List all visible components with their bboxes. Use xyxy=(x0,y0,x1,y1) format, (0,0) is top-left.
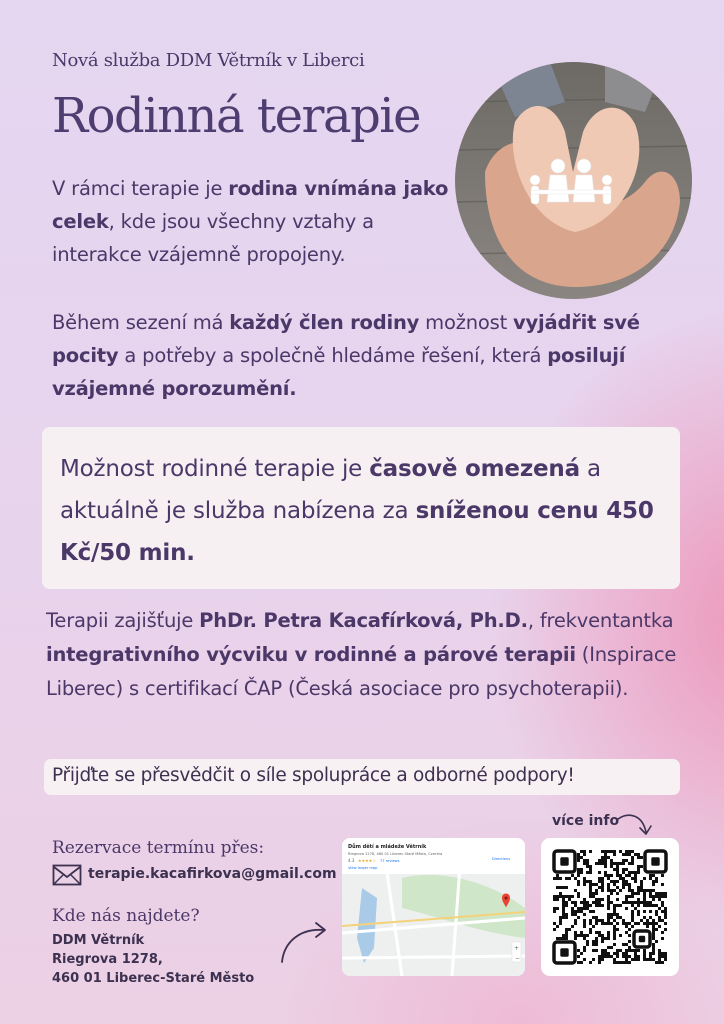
address-line: Riegrova 1278, xyxy=(52,952,163,967)
envelope-icon xyxy=(52,864,82,886)
map-place-name: Dům dětí a mládeže Větrník xyxy=(348,844,427,850)
session-paragraph: Během sezení má každý člen rodiny možnost vyjádřit své pocity a potřeby a společně hledáme řešení, která posilují vzájemné porozumění. xyxy=(52,311,640,400)
svg-text:−: − xyxy=(515,955,521,962)
qr-finder-pattern xyxy=(554,851,575,872)
qr-finder-pattern xyxy=(645,851,666,872)
star-rating-icon: ★★★★☆ xyxy=(358,858,376,863)
cta-text: Přijďte se přesvědčit o síle spolupráce a odborné podpory! xyxy=(52,765,575,786)
location-map[interactable] xyxy=(342,838,525,976)
curved-arrow-icon xyxy=(278,918,330,964)
qr-finder-pattern xyxy=(634,931,650,947)
intro-paragraph: V rámci terapie je rodina vnímána jako celek, kde jsou všechny vztahy a interakce vzájemně propojeny. xyxy=(52,177,449,266)
map-place-address: Riegrova 1278, 460 01 Liberec-Staré Město, Czechia xyxy=(348,852,443,856)
address-line: 460 01 Liberec-Staré Město xyxy=(52,971,255,986)
address xyxy=(52,931,254,988)
address-line: DDM Větrník xyxy=(52,933,145,948)
qr-code[interactable] xyxy=(541,838,679,976)
map-rating: 4.3 xyxy=(348,858,355,863)
email-link[interactable]: terapie.kacafirkova@gmail.com xyxy=(88,866,337,882)
curved-arrow-icon xyxy=(616,812,654,838)
subtitle: Nová služba DDM Větrník v Liberci xyxy=(52,50,365,71)
therapist-paragraph: Terapii zajišťuje PhDr. Petra Kacafírková, Ph.D., frekventantka integrativního výcviku v rodinné a párové terapii (Inspirace Liberec) s certifikací ČAP (Česká asociace pro psychoterapii). xyxy=(46,609,677,700)
more-info-label: více info xyxy=(552,813,620,829)
qr-finder-pattern xyxy=(554,942,575,963)
map-directions[interactable]: Directions xyxy=(492,857,511,861)
page-title: Rodinná terapie xyxy=(52,88,421,144)
family-hands-photo xyxy=(455,62,692,299)
map-reviews[interactable]: 77 reviews xyxy=(380,859,400,863)
svg-text:+: + xyxy=(514,945,520,952)
price-notice-text: Možnost rodinné terapie je časově omezená a aktuálně je služba nabízena za sníženou cenu 450 Kč/50 min. xyxy=(60,456,654,566)
map-view-larger[interactable]: View larger map xyxy=(348,866,378,870)
location-label: Kde nás najdete? xyxy=(52,906,200,926)
reservation-label: Rezervace termínu přes: xyxy=(52,838,265,858)
